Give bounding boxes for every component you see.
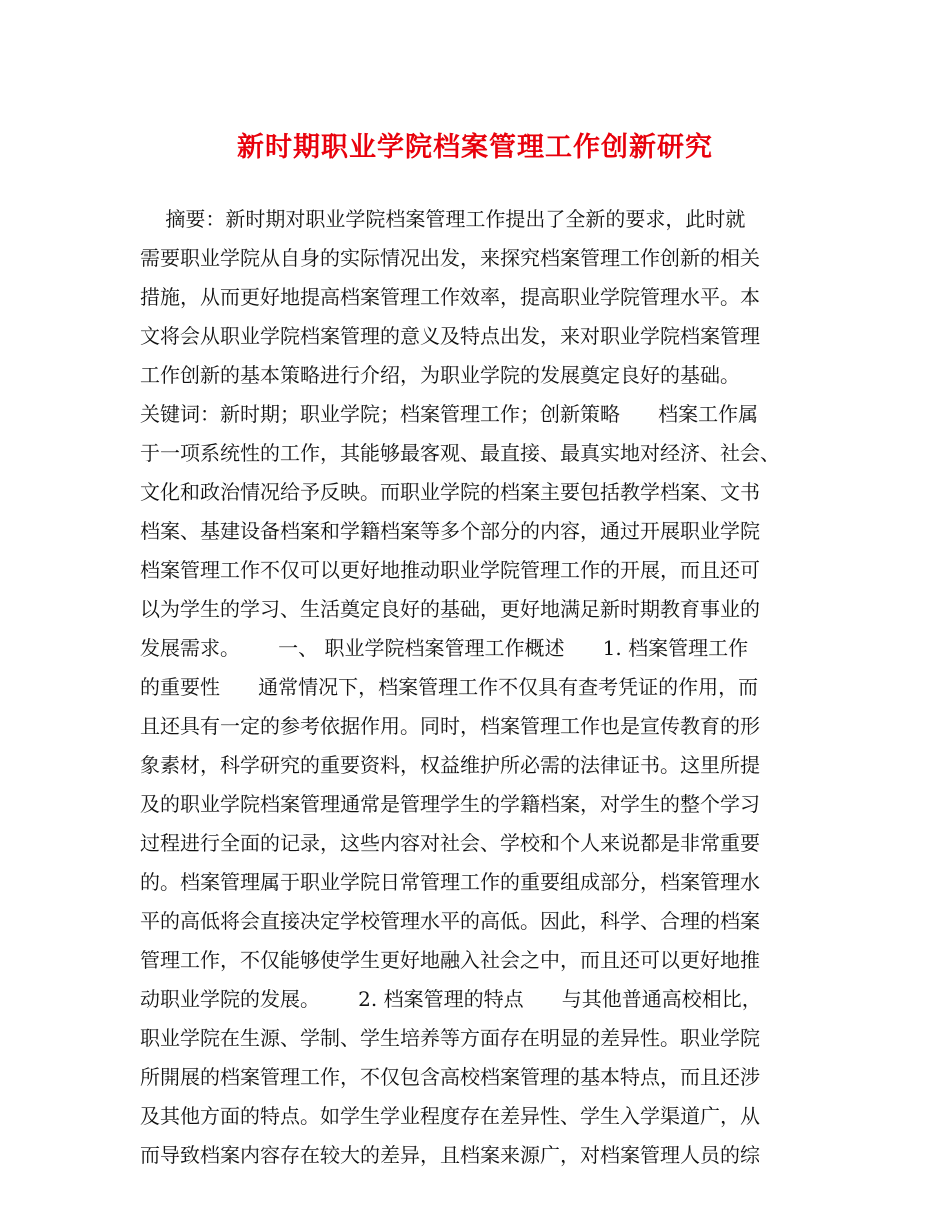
body-line: 动职业学院的发展。 2. 档案管理的特点 与其他普通高校相比， — [140, 987, 762, 1011]
body-line: 文将会从职业学院档案管理的意义及特点出发，来对职业学院档案管理 — [140, 324, 760, 348]
body-line: 于一项系统性的工作，其能够最客观、最直接、最真实地对经济、社会、 — [140, 441, 780, 465]
body-line: 及其他方面的特点。如学生学业程度存在差异性、学生入学渠道广，从 — [140, 1104, 760, 1128]
body-line: 以为学生的学习、生活奠定良好的基础，更好地满足新时期教育事业的 — [140, 597, 760, 621]
body-line: 及的职业学院档案管理通常是管理学生的学籍档案，对学生的整个学习 — [140, 792, 760, 816]
document-body — [140, 200, 820, 1175]
body-line: 职业学院在生源、学制、学生培养等方面存在明显的差异性。职业学院 — [140, 1026, 760, 1050]
body-line: 的。档案管理属于职业学院日常管理工作的重要组成部分，档案管理水 — [140, 870, 760, 894]
body-line: 而导致档案内容存在较大的差异，且档案来源广，对档案管理人员的综 — [140, 1143, 760, 1167]
body-line: 管理工作，不仅能够使学生更好地融入社会之中，而且还可以更好地推 — [140, 948, 760, 972]
body-line: 措施，从而更好地提高档案管理工作效率，提高职业学院管理水平。本 — [140, 285, 760, 309]
body-line: 象素材，科学研究的重要资料，权益维护所必需的法律证书。这里所提 — [140, 753, 760, 777]
body-line: 档案、基建设备档案和学籍档案等多个部分的内容，通过开展职业学院 — [140, 519, 760, 543]
body-line: 工作创新的基本策略进行介绍，为职业学院的发展奠定良好的基础。 — [140, 363, 740, 387]
body-line: 关键词：新时期；职业学院；档案管理工作；创新策略 档案工作属 — [140, 402, 759, 426]
document-title: 新时期职业学院档案管理工作创新研究 — [237, 132, 713, 163]
body-line: 档案管理工作不仅可以更好地推动职业学院管理工作的开展，而且还可 — [140, 558, 760, 582]
body-line: 平的高低将会直接决定学校管理水平的高低。因此，科学、合理的档案 — [140, 909, 760, 933]
body-line: 且还具有一定的参考依据作用。同时，档案管理工作也是宣传教育的形 — [140, 714, 760, 738]
body-line: 发展需求。 一、 职业学院档案管理工作概述 1. 档案管理工作 — [140, 636, 749, 660]
body-line: 摘要：新时期对职业学院档案管理工作提出了全新的要求，此时就 — [140, 207, 746, 231]
body-line: 过程进行全面的记录，这些内容对社会、学校和个人来说都是非常重要 — [140, 831, 760, 855]
body-line: 文化和政治情况给予反映。而职业学院的档案主要包括教学档案、文书 — [140, 480, 760, 504]
body-line: 需要职业学院从自身的实际情况出发，来探究档案管理工作创新的相关 — [140, 246, 760, 270]
body-line: 的重要性 通常情况下，档案管理工作不仅具有查考凭证的作用，而 — [140, 675, 759, 699]
body-line: 所開展的档案管理工作，不仅包含高校档案管理的基本特点，而且还涉 — [140, 1065, 760, 1089]
